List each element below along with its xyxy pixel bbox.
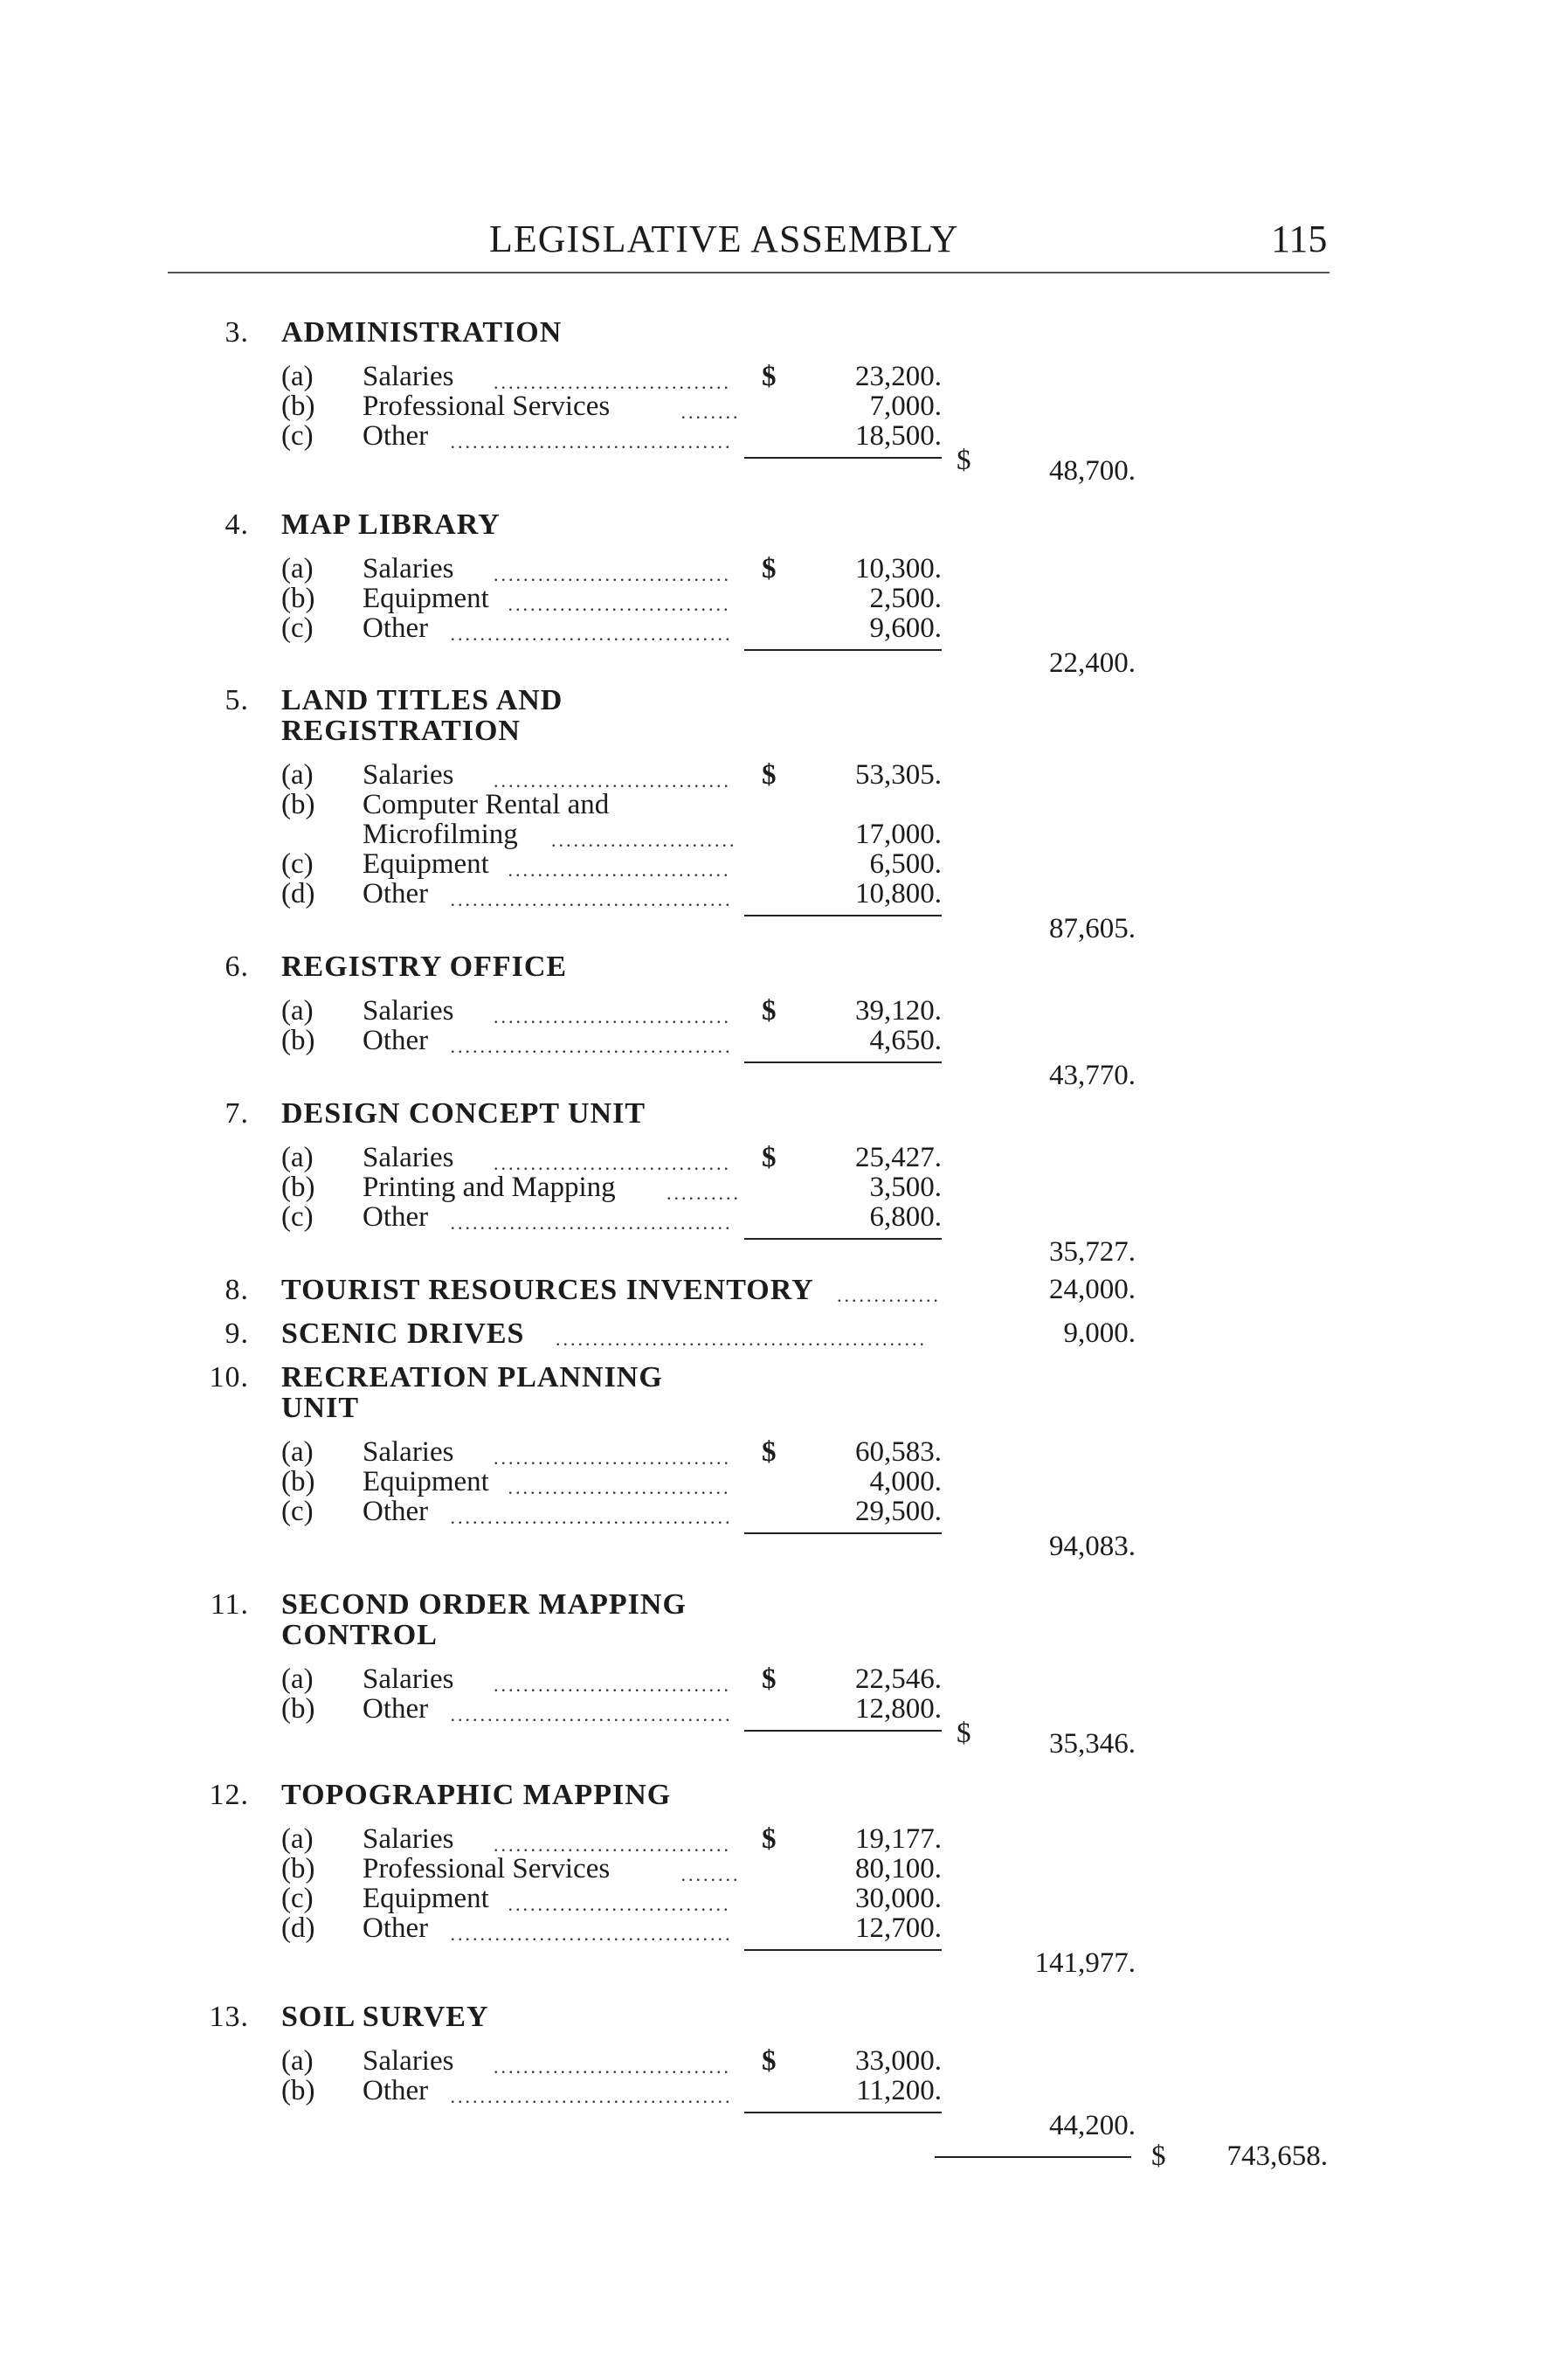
section-total: 24,000.	[1049, 1274, 1136, 1305]
dollar-sign: $	[762, 1823, 777, 1855]
item-letter: (a)	[281, 1436, 314, 1468]
item-letter: (b)	[281, 2075, 315, 2106]
item-letter: (b)	[281, 789, 315, 820]
rule-line	[744, 1532, 942, 1534]
item-letter: (b)	[281, 583, 315, 614]
item-letter: (a)	[281, 361, 314, 392]
item-label: Microfilming	[363, 819, 518, 850]
leader-dots: ................................	[494, 770, 731, 792]
item-label: Professional Services	[363, 1853, 611, 1884]
item-label: Salaries	[363, 1142, 454, 1173]
item-letter: (a)	[281, 1823, 314, 1855]
item-amount: 39,120.	[855, 995, 942, 1027]
item-amount: 22,546.	[855, 1663, 942, 1695]
section-total: 94,083.	[1049, 1531, 1136, 1562]
item-label: Salaries	[363, 361, 454, 392]
item-label: Equipment	[363, 583, 489, 614]
section-title: SCENIC DRIVES	[281, 1317, 525, 1350]
item-letter: (b)	[281, 1025, 315, 1056]
item-letter: (a)	[281, 1142, 314, 1173]
item-letter: (d)	[281, 878, 315, 909]
section-title: ADMINISTRATION	[281, 316, 563, 349]
item-letter: (a)	[281, 995, 314, 1027]
rule-line	[744, 1061, 942, 1063]
item-letter: (c)	[281, 1496, 314, 1527]
item-amount: 19,177.	[855, 1823, 942, 1855]
leader-dots: ......................................	[450, 1035, 733, 1057]
leader-dots: ..............	[837, 1284, 941, 1306]
item-amount: 12,800.	[855, 1693, 942, 1725]
item-label: Other	[363, 1693, 429, 1725]
item-letter: (b)	[281, 1466, 315, 1497]
item-label: Salaries	[363, 759, 454, 791]
item-label: Salaries	[363, 553, 454, 584]
item-letter: (b)	[281, 1853, 315, 1884]
item-amount: 29,500.	[855, 1496, 942, 1527]
section-number: 8.	[224, 1274, 249, 1306]
item-amount: 10,300.	[855, 553, 942, 584]
dollar-sign: $	[762, 1142, 777, 1173]
section-title: REGISTRY OFFICE	[281, 951, 568, 983]
section-title: REGISTRATION	[281, 715, 521, 747]
item-letter: (c)	[281, 420, 314, 452]
section-total: 44,200.	[1049, 2110, 1136, 2141]
header-rule	[168, 272, 1330, 273]
item-label: Equipment	[363, 1466, 489, 1497]
leader-dots: ..........	[667, 1182, 741, 1204]
item-amount: 33,000.	[855, 2045, 942, 2077]
item-letter: (c)	[281, 1201, 314, 1233]
rule-line	[744, 1730, 942, 1732]
section-number: 3.	[224, 316, 249, 349]
leader-dots: ..............................	[508, 593, 731, 615]
item-label: Printing and Mapping	[363, 1172, 616, 1203]
section-title: MAP LIBRARY	[281, 508, 501, 541]
section-title: RECREATION PLANNING	[281, 1361, 663, 1393]
item-letter: (c)	[281, 848, 314, 880]
item-label: Other	[363, 1025, 429, 1056]
item-letter: (b)	[281, 1172, 315, 1203]
item-letter: (a)	[281, 2045, 314, 2077]
section-title: CONTROL	[281, 1619, 438, 1651]
rule-line	[744, 649, 942, 651]
section-title: TOPOGRAPHIC MAPPING	[281, 1779, 672, 1811]
section-number: 7.	[224, 1097, 249, 1130]
item-amount: 3,500.	[869, 1172, 942, 1203]
item-amount: 23,200.	[855, 361, 942, 392]
rule-line	[744, 2112, 942, 2113]
leader-dots: ................................	[494, 1834, 731, 1856]
item-label: Other	[363, 1201, 429, 1233]
item-amount: 2,500.	[869, 583, 942, 614]
item-amount: 12,700.	[855, 1912, 942, 1944]
leader-dots: ................................	[494, 371, 731, 393]
item-label: Other	[363, 2075, 429, 2106]
item-letter: (c)	[281, 1883, 314, 1914]
page-number: 115	[1271, 218, 1328, 260]
item-label: Salaries	[363, 2045, 454, 2077]
leader-dots: ......................................	[450, 431, 733, 453]
item-label: Other	[363, 1912, 429, 1944]
dollar-sign: $	[762, 2045, 777, 2077]
item-label: Salaries	[363, 1823, 454, 1855]
item-letter: (d)	[281, 1912, 315, 1944]
leader-dots: ..............................	[508, 859, 731, 881]
item-letter: (b)	[281, 1693, 315, 1725]
item-label: Other	[363, 612, 429, 644]
item-amount: 80,100.	[855, 1853, 942, 1884]
leader-dots: ......................................	[450, 2085, 733, 2107]
item-label: Professional Services	[363, 391, 611, 422]
section-title: LAND TITLES AND	[281, 684, 563, 716]
dollar-sign: $	[762, 1436, 777, 1468]
leader-dots: ......................................	[450, 623, 733, 645]
item-letter: (c)	[281, 612, 314, 644]
rule-line	[744, 1949, 942, 1951]
item-letter: (a)	[281, 1663, 314, 1695]
leader-dots: ................................	[494, 564, 731, 585]
item-label: Salaries	[363, 995, 454, 1027]
item-amount: 10,800.	[855, 878, 942, 909]
section-total: 141,977.	[1034, 1947, 1136, 1979]
leader-dots: ........	[680, 401, 741, 423]
item-label: Other	[363, 420, 429, 452]
leader-dots: .........................	[551, 829, 737, 851]
section-total: 43,770.	[1049, 1060, 1136, 1091]
section-total: 9,000.	[1063, 1317, 1136, 1349]
section-number: 5.	[224, 684, 249, 716]
item-amount: 30,000.	[855, 1883, 942, 1914]
leader-dots: ..............................	[508, 1476, 731, 1498]
item-amount: 60,583.	[855, 1436, 942, 1468]
section-number: 11.	[210, 1588, 249, 1621]
leader-dots: ..................................................	[556, 1328, 927, 1350]
rule-line	[744, 457, 942, 459]
section-title: SOIL SURVEY	[281, 2001, 489, 2033]
item-amount: 53,305.	[855, 759, 942, 791]
item-label: Equipment	[363, 1883, 489, 1914]
item-amount: 25,427.	[855, 1142, 942, 1173]
grand-total: 743,658.	[1226, 2140, 1328, 2172]
section-number: 10.	[209, 1361, 249, 1393]
item-amount: 7,000.	[869, 391, 942, 422]
item-letter: (a)	[281, 759, 314, 791]
leader-dots: ......................................	[450, 1506, 733, 1528]
section-total: 22,400.	[1049, 647, 1136, 679]
rule-line	[935, 2156, 1131, 2158]
dollar-sign: $	[762, 553, 777, 584]
leader-dots: ........	[680, 1864, 741, 1885]
leader-dots: ................................	[494, 1447, 731, 1469]
section-total: 35,727.	[1049, 1236, 1136, 1268]
item-amount: 9,600.	[869, 612, 942, 644]
section-number: 13.	[209, 2001, 249, 2033]
section-title: UNIT	[281, 1392, 360, 1424]
rule-line	[744, 1238, 942, 1240]
leader-dots: ......................................	[450, 1704, 733, 1725]
section-number: 9.	[224, 1317, 249, 1350]
section-title: DESIGN CONCEPT UNIT	[281, 1097, 646, 1130]
rule-line	[744, 915, 942, 916]
leader-dots: ................................	[494, 1006, 731, 1027]
total-dollar-sign: $	[957, 445, 971, 476]
item-label: Salaries	[363, 1663, 454, 1695]
leader-dots: ..............................	[508, 1893, 731, 1915]
leader-dots: ................................	[494, 1674, 731, 1696]
item-label: Other	[363, 878, 429, 909]
dollar-sign: $	[762, 995, 777, 1027]
item-label: Computer Rental and	[363, 789, 610, 820]
item-amount: 6,500.	[869, 848, 942, 880]
item-letter: (a)	[281, 553, 314, 584]
section-title: TOURIST RESOURCES INVENTORY	[281, 1274, 814, 1306]
section-title: SECOND ORDER MAPPING	[281, 1588, 687, 1621]
page-header-title: LEGISLATIVE ASSEMBLY	[489, 218, 959, 260]
leader-dots: ......................................	[450, 1212, 733, 1234]
leader-dots: ......................................	[450, 889, 733, 910]
section-number: 12.	[209, 1779, 249, 1811]
item-amount: 11,200.	[856, 2075, 942, 2106]
item-amount: 6,800.	[869, 1201, 942, 1233]
grand-total-dollar-sign: $	[1151, 2140, 1166, 2172]
dollar-sign: $	[762, 759, 777, 791]
section-total: 87,605.	[1049, 913, 1136, 944]
section-number: 6.	[224, 951, 249, 983]
leader-dots: ................................	[494, 2056, 731, 2078]
item-amount: 4,000.	[869, 1466, 942, 1497]
leader-dots: ......................................	[450, 1923, 733, 1945]
dollar-sign: $	[762, 361, 777, 392]
leader-dots: ................................	[494, 1152, 731, 1174]
dollar-sign: $	[762, 1663, 777, 1695]
item-amount: 4,650.	[869, 1025, 942, 1056]
total-dollar-sign: $	[957, 1718, 971, 1749]
item-label: Equipment	[363, 848, 489, 880]
item-amount: 17,000.	[855, 819, 942, 850]
section-total: 35,346.	[1049, 1728, 1136, 1760]
section-number: 4.	[224, 508, 249, 541]
section-total: 48,700.	[1049, 455, 1136, 487]
item-letter: (b)	[281, 391, 315, 422]
item-amount: 18,500.	[855, 420, 942, 452]
item-label: Other	[363, 1496, 429, 1527]
item-label: Salaries	[363, 1436, 454, 1468]
